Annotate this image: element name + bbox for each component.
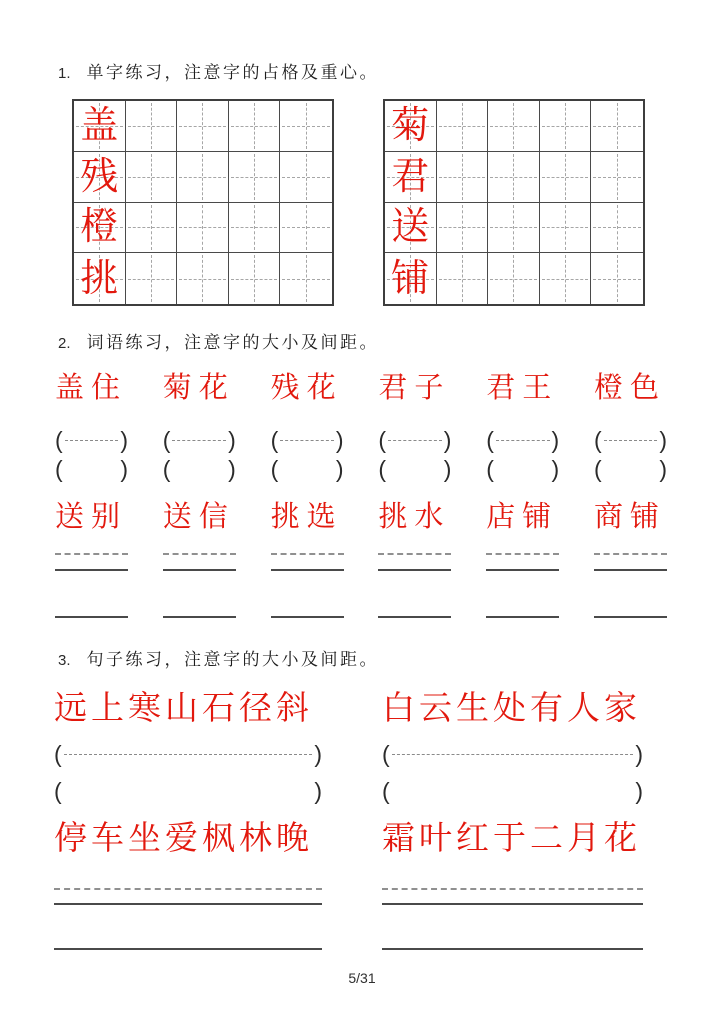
close-paren: ) [443,427,452,453]
dashed-fill-line [172,440,226,441]
answer-blank-parens-empty [55,456,128,482]
sentence-blank-parens-empty-row [54,778,643,804]
practice-cell [488,101,540,152]
practice-cell [488,253,540,304]
practice-cell [126,152,178,203]
practice-cell [437,101,489,152]
practice-line-solid [271,616,344,618]
close-paren: ) [335,456,344,482]
practice-line-solid [486,569,559,571]
close-paren: ) [314,741,322,767]
section-3-heading [58,645,379,670]
sentence-line-dashed-row [54,888,643,890]
answer-blank-parens-dashed [378,427,451,453]
practice-line-solid [486,616,559,618]
section-1-title: 单字练习，注意字的占格及重心。 [86,63,380,82]
answer-blank-parens-dashed [163,427,236,453]
model-character: 菊 [391,104,430,147]
close-paren: ) [659,456,667,482]
section-1-heading [58,58,379,83]
practice-line-dashed [486,553,559,555]
practice-line-dashed [378,553,451,555]
practice-line-solid [271,569,344,571]
sentence-sample: 远上寒山石径斜 [54,689,313,726]
practice-cell [591,253,643,304]
practice-line-solid [594,569,667,571]
word-sample: 盖住 [55,372,128,404]
word-sample: 君王 [486,372,559,404]
open-paren: ( [54,741,62,767]
answer-blank-parens-empty [54,778,322,804]
answer-blank-parens-dashed [486,427,559,453]
answer-blank-parens-dashed [382,741,643,767]
model-character: 盖 [80,104,119,147]
word-sample: 橙色 [593,372,666,404]
open-paren: ( [378,427,387,453]
answer-blank-parens-dashed [271,427,344,453]
practice-line-dashed [55,553,128,555]
answer-blank-parens-empty [594,456,667,482]
answer-blank-parens-empty [378,456,451,482]
practice-cell [177,203,229,254]
practice-line-solid [55,569,128,571]
open-paren: ( [162,456,171,482]
open-paren: ( [382,778,390,804]
practice-cell [177,253,229,304]
practice-cell [385,152,437,203]
dashed-fill-line [392,754,634,755]
practice-line-solid [382,903,643,905]
model-character: 橙 [80,206,119,249]
practice-cell [229,101,281,152]
section-2-title: 词语练习，注意字的大小及间距。 [86,333,380,352]
close-paren: ) [635,741,643,767]
practice-line-dashed [271,553,344,555]
practice-cell [126,101,178,152]
practice-cell [437,203,489,254]
practice-cell [280,152,332,203]
practice-line-solid [378,569,451,571]
practice-cell [74,253,126,304]
open-paren: ( [55,427,63,453]
practice-cell [280,101,332,152]
word-line-dashed-row [55,553,667,555]
practice-cell [177,152,229,203]
open-paren: ( [593,456,602,482]
section-3-number: 3. [58,652,71,669]
model-character: 君 [391,155,430,198]
close-paren: ) [335,427,344,453]
close-paren: ) [443,456,452,482]
model-character: 送 [391,206,430,249]
word-blank-parens-dashed-row [55,427,667,453]
model-character: 挑 [80,257,119,300]
practice-line-solid [54,948,322,950]
practice-cell [488,152,540,203]
practice-cell [229,253,281,304]
sentence-sample: 白云生处有人家 [382,689,641,726]
practice-line-solid [378,616,451,618]
word-sample: 君子 [378,372,451,404]
close-paren: ) [635,778,643,804]
open-paren: ( [270,427,279,453]
practice-line-solid [163,616,236,618]
word-sample: 残花 [270,372,343,404]
page-number: 5/31 [348,970,376,986]
practice-cell [177,101,229,152]
word-sample: 店铺 [486,501,559,533]
practice-cell [540,203,592,254]
open-paren: ( [486,427,494,453]
word-blank-parens-empty-row [55,456,667,482]
practice-cell [229,152,281,203]
sentence-sample-row-2 [54,815,643,860]
practice-cell [385,101,437,152]
section-3-title: 句子练习，注意字的大小及间距。 [86,650,380,669]
close-paren: ) [228,427,236,453]
section-1-number: 1. [58,65,71,82]
sentence-sample-row-1 [54,685,643,730]
dashed-fill-line [496,440,550,441]
open-paren: ( [486,456,494,482]
word-line-solid-row-2 [55,616,667,618]
practice-cell [126,203,178,254]
practice-cell [488,203,540,254]
practice-cell [385,253,437,304]
open-paren: ( [162,427,171,453]
answer-blank-parens-empty [271,456,344,482]
answer-blank-parens-dashed [594,427,667,453]
practice-line-dashed [54,888,322,890]
practice-cell [385,203,437,254]
practice-cell [437,253,489,304]
sentence-blank-parens-dashed-row [54,741,643,767]
practice-line-dashed [594,553,667,555]
model-character: 残 [80,155,119,198]
dashed-fill-line [604,440,658,441]
dashed-fill-line [388,440,442,441]
practice-cell [229,203,281,254]
practice-cell [74,203,126,254]
answer-blank-parens-dashed [54,741,322,767]
close-paren: ) [120,456,128,482]
practice-line-solid [163,569,236,571]
practice-cell [591,152,643,203]
practice-line-solid [382,948,643,950]
open-paren: ( [54,778,62,804]
dashed-fill-line [65,440,119,441]
sentence-sample: 霜叶红于二月花 [382,819,641,856]
sentence-line-solid-row-2 [54,948,643,950]
word-sample: 送别 [55,501,128,533]
character-practice-grid-left [72,99,334,306]
dashed-fill-line [64,754,313,755]
word-sample: 菊花 [162,372,235,404]
close-paren: ) [120,427,128,453]
open-paren: ( [382,741,390,767]
answer-blank-parens-dashed [55,427,128,453]
open-paren: ( [270,456,279,482]
answer-blank-parens-empty [163,456,236,482]
word-line-solid-row-1 [55,569,667,571]
practice-cell [280,203,332,254]
practice-cell [74,152,126,203]
close-paren: ) [551,456,560,482]
section-2-heading [58,328,379,353]
word-sample: 挑选 [270,501,343,533]
answer-blank-parens-empty [382,778,643,804]
sentence-sample: 停车坐爱枫林晚 [54,819,313,856]
character-practice-grid-right [383,99,645,306]
practice-cell [540,152,592,203]
open-paren: ( [593,427,602,453]
answer-blank-parens-empty [486,456,559,482]
close-paren: ) [659,427,667,453]
word-sample: 送信 [162,501,235,533]
practice-cell [591,203,643,254]
open-paren: ( [55,456,63,482]
practice-line-solid [55,616,128,618]
close-paren: ) [314,778,322,804]
practice-cell [540,253,592,304]
close-paren: ) [551,427,560,453]
practice-line-solid [594,616,667,618]
practice-line-solid [54,903,322,905]
sentence-line-solid-row-1 [54,903,643,905]
practice-line-dashed [382,888,643,890]
practice-cell [126,253,178,304]
practice-cell [74,101,126,152]
model-character: 铺 [391,257,430,300]
practice-cell [540,101,592,152]
practice-cell [280,253,332,304]
word-sample-row-2 [55,497,667,537]
section-2-number: 2. [58,335,71,352]
dashed-fill-line [280,440,334,441]
practice-line-dashed [163,553,236,555]
word-sample: 挑水 [378,501,451,533]
close-paren: ) [228,456,236,482]
word-sample-row-1 [55,368,667,408]
open-paren: ( [378,456,387,482]
practice-cell [437,152,489,203]
word-sample: 商铺 [593,501,666,533]
practice-cell [591,101,643,152]
